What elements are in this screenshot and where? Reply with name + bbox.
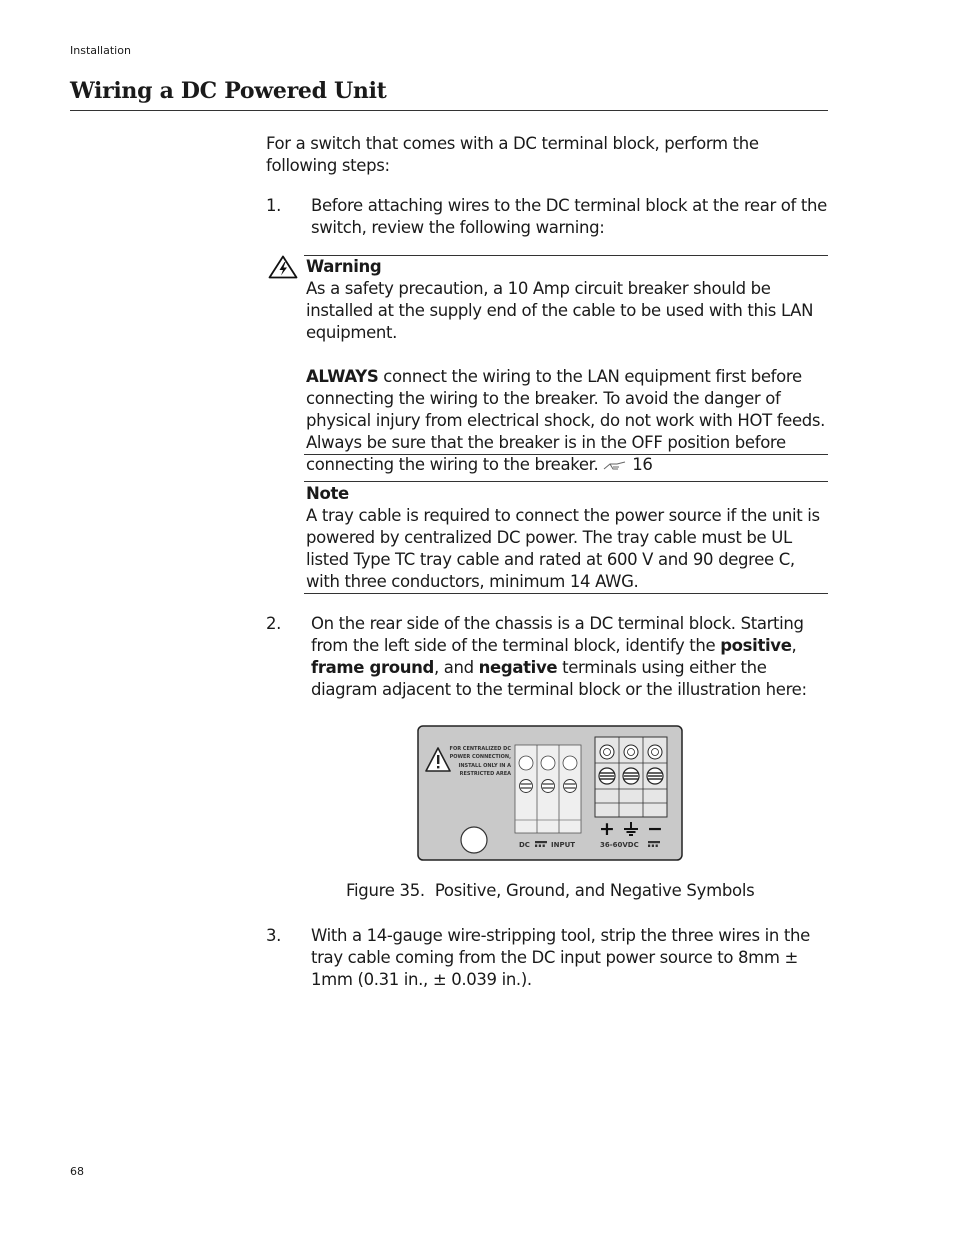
caption-text: Positive, Ground, and Negative Symbols xyxy=(434,881,755,900)
separator: , xyxy=(791,636,797,655)
caption-number: Figure 35. xyxy=(346,881,425,900)
note-heading: Note xyxy=(306,484,349,503)
warning-paragraph-2 xyxy=(306,366,830,476)
negative-term: negative xyxy=(478,658,558,677)
mounting-hole xyxy=(461,827,487,853)
running-head: Installation xyxy=(70,44,131,57)
note-callout xyxy=(306,483,830,593)
input-label: INPUT xyxy=(551,841,576,849)
note-bottom-rule xyxy=(304,593,828,594)
dc-terminal-block xyxy=(595,737,667,817)
figure-label-line: FOR CENTRALIZED DC xyxy=(449,746,511,752)
warning-heading: Warning xyxy=(306,257,382,276)
warning-callout xyxy=(306,256,830,476)
step-text: Before attaching wires to the DC terminal block at the rear of the switch, review the following warning: xyxy=(311,196,827,237)
electrical-hazard-warning-icon xyxy=(268,255,298,279)
note-top-rule xyxy=(304,481,828,482)
title-rule xyxy=(70,110,828,111)
step-number: 2. xyxy=(266,614,282,633)
dc-label: DC xyxy=(519,841,530,849)
page-number: 68 xyxy=(70,1165,84,1178)
figure-label-line: POWER CONNECTION, xyxy=(449,754,511,760)
step-2-text-b: terminals using either the diagram adjacent to the terminal block or the illustration here: xyxy=(311,658,807,699)
figure-label-line: INSTALL ONLY IN A xyxy=(458,763,511,769)
step-number: 3. xyxy=(266,926,282,945)
separator: , and xyxy=(433,658,479,677)
step-number: 1. xyxy=(266,196,282,215)
negative-symbol: − xyxy=(647,818,663,840)
step-2-text-a: On the rear side of the chassis is a DC terminal block. Starting from the left side of the terminal block, identify the xyxy=(311,614,804,655)
step-text xyxy=(311,613,831,701)
intro-paragraph: For a switch that comes with a DC terminal block, perform the following steps: xyxy=(266,134,759,175)
warning-paragraph-2-text: connect the wiring to the LAN equipment first before connecting the wiring to the breaker. To avoid the danger of physical injury from electrical shock, do not work with HOT feeds. Always be sure that the breaker is in the OFF position before connecting the wiring to the breaker. xyxy=(306,367,826,474)
input-terminal-block xyxy=(515,745,581,833)
figure-label-line: RESTRICTED AREA xyxy=(459,771,511,777)
warning-bottom-rule xyxy=(304,454,828,455)
positive-symbol: + xyxy=(599,818,615,840)
frame-ground-term: frame ground xyxy=(311,658,434,677)
pointing-hand-icon xyxy=(603,460,627,472)
always-emphasis: ALWAYS xyxy=(306,367,379,386)
warning-ref-number: 16 xyxy=(632,455,653,474)
voltage-label: 36-60VDC xyxy=(600,841,639,849)
dc-terminal-block-figure xyxy=(417,725,683,861)
warning-paragraph-1: As a safety precaution, a 10 Amp circuit breaker should be installed at the supply end of the cable to be used with this LAN equipment. xyxy=(306,279,814,342)
step-text: With a 14-gauge wire-stripping tool, strip the three wires in the tray cable coming from the DC input power source to 8mm ± 1mm (0.31 in., ± 0.039 in.). xyxy=(311,926,810,989)
note-text: A tray cable is required to connect the power source if the unit is powered by centralized DC power. The tray cable must be UL listed Type TC tray cable and rated at 600 V and 90 degree C, with three conductors, minimum 14 AWG. xyxy=(306,506,820,591)
figure-caption xyxy=(346,881,754,900)
positive-term: positive xyxy=(720,636,792,655)
page-title: Wiring a DC Powered Unit xyxy=(70,78,387,104)
